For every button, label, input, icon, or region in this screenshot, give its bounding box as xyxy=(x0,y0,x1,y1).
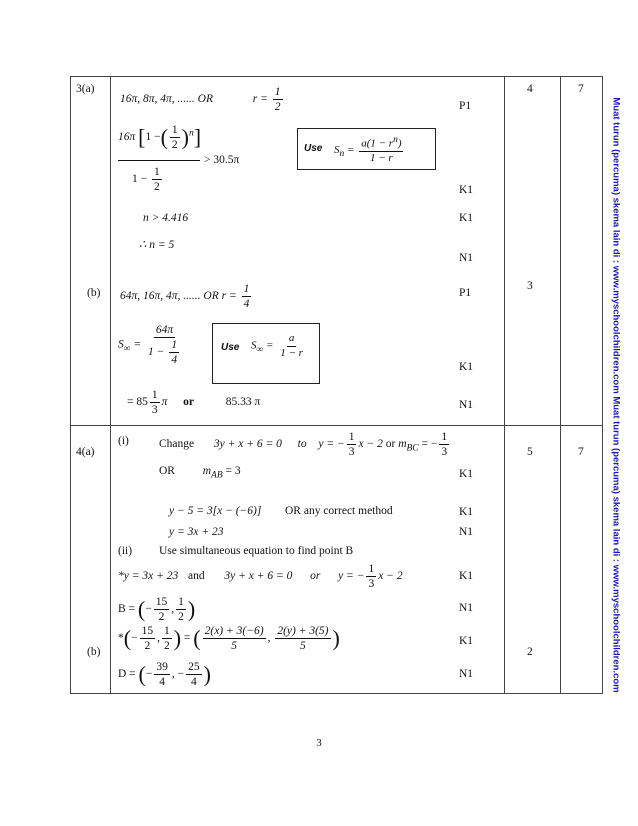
q4a-mark-k1-2: K1 xyxy=(459,506,474,518)
q4a-mark-k1-1: K1 xyxy=(459,468,474,480)
q3b-sequence: 64π, 16π, 4π, ...... OR r = $\frac{1}{4}$ xyxy=(120,283,250,311)
q3b-mark-n1: N1 xyxy=(459,399,474,411)
q3a-inequality xyxy=(118,124,303,194)
col-divider-2 xyxy=(504,76,505,694)
q4a-line-equation: y − 5 = 3[x − (−6)] xyxy=(169,505,262,517)
q4a-any-method: OR any correct method xyxy=(285,505,393,517)
side-watermark xyxy=(608,97,624,693)
q4a-change-line: Change 3y + x + 6 = 0 to y = − $\frac{1}{3}$ x − 2 or $m_{BC}$ = − $\frac{1}{3}$ xyxy=(159,431,448,459)
q4b-midpoint: *(− $\frac{15}{2}$ , $\frac{1}{2}$ ) = ( $\frac{2(x) + 3(-6)}{5}$ , $\frac{2(y) + 3(5)}{5}$ ) xyxy=(118,625,340,653)
q3a-mark-p1: P1 xyxy=(459,100,472,112)
col-divider-1 xyxy=(110,76,111,694)
q3a-inequality-rhs: > 30.5π xyxy=(204,154,240,166)
q4a-marks: 5 xyxy=(527,446,533,458)
q4a-line-result: y = 3x + 23 xyxy=(169,526,224,538)
q4a-ii-text: Use simultaneous equation to find point B xyxy=(159,545,354,557)
q3a-mark-n1: N1 xyxy=(459,252,474,264)
q4a-point-b: B = (− $\frac{15}{2}$ , $\frac{1}{2}$ ) xyxy=(118,596,196,624)
q3a-n-inequality: n > 4.416 xyxy=(143,212,189,224)
q3a-label: 3(a) xyxy=(76,83,95,95)
q3a-n-result: ∴ n = 5 xyxy=(139,239,175,251)
q3a-mark-k1-2: K1 xyxy=(459,212,474,224)
q3b-label: (b) xyxy=(87,287,101,299)
q4a-mark-k1-3: K1 xyxy=(459,570,474,582)
q3a-inequality-denominator: 1 − $\frac{1}{2}$ xyxy=(132,166,160,194)
q3b-sum-infinity: $S_\infty$ = 64π 1 − $\frac{1}{4}$ xyxy=(118,324,178,367)
sn-formula: $S_n$ = $\frac{a(1 - r^n)}{1 - r}$ xyxy=(334,135,402,165)
q4a-mark-n1-2: N1 xyxy=(459,602,474,614)
table-right-border xyxy=(602,76,603,694)
q4b-point-d: D = (− $\frac{39}{4}$ , − $\frac{25}{4}$ ) xyxy=(118,661,211,689)
q4a-mark-n1-1: N1 xyxy=(459,526,474,538)
side-watermark-text: Muat turun (percuma) skema lain di : www.myschoolchildren.com Muat turun (percuma) skema lain di : www.myschoolchildren.com xyxy=(610,97,622,693)
q4b-mark-k1: K1 xyxy=(459,635,474,647)
q3b-mark-k1: K1 xyxy=(459,361,474,373)
q3b-mark-p1: P1 xyxy=(459,287,472,299)
col-divider-3 xyxy=(560,76,561,694)
q4b-marks: 2 xyxy=(527,646,533,658)
table-left-border xyxy=(70,76,71,694)
q3-total-marks: 7 xyxy=(578,83,584,95)
q3a-mark-k1: K1 xyxy=(459,184,474,196)
q3a-inequality-fraction-bar xyxy=(118,160,200,161)
table-row-divider xyxy=(70,425,603,426)
q4a-simultaneous: *y = 3x + 23 and 3y + x + 6 = 0 or y = − $\frac{1}{3}$ x − 2 xyxy=(118,563,403,591)
q4a-label: 4(a) xyxy=(76,446,95,458)
q3b-marks: 3 xyxy=(527,280,533,292)
table-top-border xyxy=(70,76,603,77)
use-label-2: Use xyxy=(221,342,240,353)
q4b-mark-n1: N1 xyxy=(459,668,474,680)
q3a-inequality-numerator: 16π [1 −( $\frac{1}{2}$ )$^n$] xyxy=(118,124,202,152)
q4a-i-label: (i) xyxy=(118,435,129,447)
q3a-sequence: 16π, 8π, 4π, ...... OR r = $\frac{1}{2}$ xyxy=(120,86,281,114)
q3a-marks: 4 xyxy=(527,83,533,95)
sinf-formula: $S_\infty$ = $\frac{a}{1 - r}$ xyxy=(251,332,303,359)
q4-total-marks: 7 xyxy=(578,446,584,458)
use-label: Use xyxy=(304,143,323,154)
sinf-formula-box xyxy=(212,323,320,384)
q3b-answer: = 85 $\frac{1}{3}$ π or 85.33 π xyxy=(127,389,261,417)
sn-formula-box xyxy=(297,128,436,170)
table-bottom-border xyxy=(70,693,603,694)
q4a-ii-label: (ii) xyxy=(118,545,133,557)
page-number: 3 xyxy=(316,737,322,749)
q4b-label: (b) xyxy=(87,646,101,658)
q4a-or-mab: OR $m_{AB} = 3$ xyxy=(159,465,241,481)
